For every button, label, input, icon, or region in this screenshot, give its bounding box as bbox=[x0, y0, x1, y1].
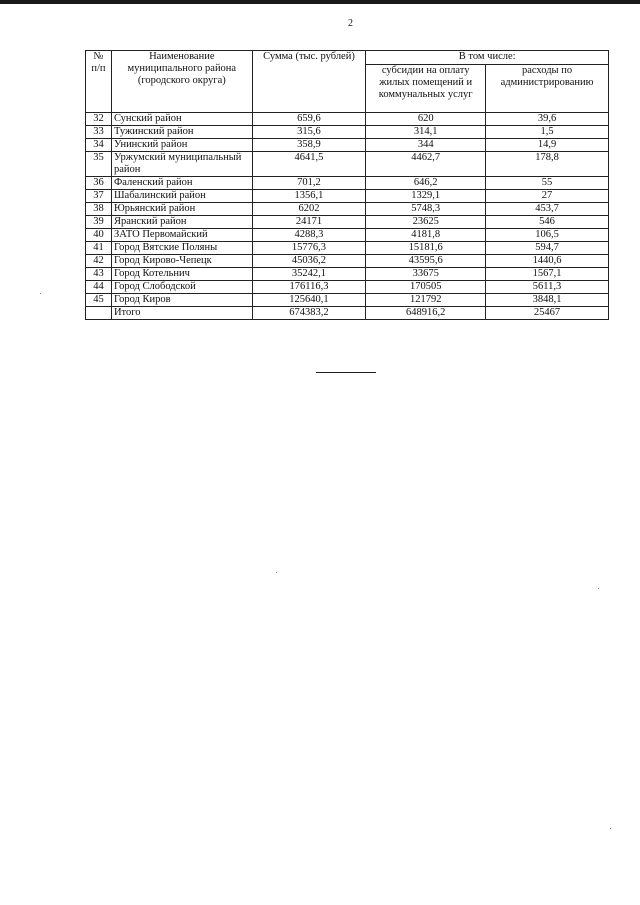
table-row bbox=[86, 203, 609, 216]
table-row bbox=[86, 229, 609, 242]
cell-admin: 1567,1 bbox=[486, 268, 609, 281]
cell-num: 45 bbox=[86, 294, 112, 307]
cell-subsidies: 1329,1 bbox=[366, 190, 486, 203]
cell-admin: 55 bbox=[486, 177, 609, 190]
cell-subsidies: 344 bbox=[366, 139, 486, 152]
cell-name: Уржумский муниципальный район bbox=[111, 152, 252, 177]
cell-admin: 594,7 bbox=[486, 242, 609, 255]
table-row bbox=[86, 268, 609, 281]
cell-subsidies: 43595,6 bbox=[366, 255, 486, 268]
total-row bbox=[86, 307, 609, 320]
cell-subsidies: 314,1 bbox=[366, 126, 486, 139]
cell-num: 34 bbox=[86, 139, 112, 152]
cell-name: Юрьянский район bbox=[111, 203, 252, 216]
budget-table bbox=[85, 50, 609, 320]
total-sum: 674383,2 bbox=[252, 307, 366, 320]
cell-admin: 14,9 bbox=[486, 139, 609, 152]
page-number: 2 bbox=[348, 18, 353, 29]
total-label: Итого bbox=[111, 307, 252, 320]
cell-sum: 15776,3 bbox=[252, 242, 366, 255]
header-subsidies: субсидии на оплату жилых помещений и коммунальных услуг bbox=[366, 65, 486, 113]
cell-subsidies: 4181,8 bbox=[366, 229, 486, 242]
cell-sum: 315,6 bbox=[252, 126, 366, 139]
cell-num: 39 bbox=[86, 216, 112, 229]
cell-sum: 4288,3 bbox=[252, 229, 366, 242]
cell-sum: 45036,2 bbox=[252, 255, 366, 268]
cell-subsidies: 170505 bbox=[366, 281, 486, 294]
cell-admin: 27 bbox=[486, 190, 609, 203]
cell-subsidies: 121792 bbox=[366, 294, 486, 307]
cell-admin: 106,5 bbox=[486, 229, 609, 242]
cell-name: Тужинский район bbox=[111, 126, 252, 139]
cell-num: 41 bbox=[86, 242, 112, 255]
cell-sum: 176116,3 bbox=[252, 281, 366, 294]
cell-name: Сунский район bbox=[111, 113, 252, 126]
cell-subsidies: 23625 bbox=[366, 216, 486, 229]
cell-name: Город Вятские Поляны bbox=[111, 242, 252, 255]
cell-name: ЗАТО Первомайский bbox=[111, 229, 252, 242]
cell-subsidies: 5748,3 bbox=[366, 203, 486, 216]
cell-num: 33 bbox=[86, 126, 112, 139]
cell-num: 42 bbox=[86, 255, 112, 268]
table-row bbox=[86, 281, 609, 294]
header-admin: расходы по администрированию bbox=[486, 65, 609, 113]
table-row bbox=[86, 177, 609, 190]
cell-num: 40 bbox=[86, 229, 112, 242]
header-num: № п/п bbox=[86, 51, 112, 113]
total-subsidies: 648916,2 bbox=[366, 307, 486, 320]
cell-admin: 5611,3 bbox=[486, 281, 609, 294]
cell-admin: 178,8 bbox=[486, 152, 609, 177]
header-name: Наименование муниципального района (городского округа) bbox=[111, 51, 252, 113]
cell-sum: 35242,1 bbox=[252, 268, 366, 281]
cell-name: Город Кирово-Чепецк bbox=[111, 255, 252, 268]
cell-subsidies: 620 bbox=[366, 113, 486, 126]
cell-subsidies: 15181,6 bbox=[366, 242, 486, 255]
cell-subsidies: 646,2 bbox=[366, 177, 486, 190]
closing-separator-line bbox=[316, 372, 376, 373]
cell-name: Город Котельнич bbox=[111, 268, 252, 281]
header-group: В том числе: bbox=[366, 51, 609, 65]
table-row bbox=[86, 216, 609, 229]
cell-name: Фаленский район bbox=[111, 177, 252, 190]
cell-num: 37 bbox=[86, 190, 112, 203]
table-row bbox=[86, 242, 609, 255]
cell-sum: 701,2 bbox=[252, 177, 366, 190]
cell-sum: 659,6 bbox=[252, 113, 366, 126]
table-row bbox=[86, 190, 609, 203]
cell-sum: 358,9 bbox=[252, 139, 366, 152]
scan-speck bbox=[598, 588, 599, 589]
cell-admin: 453,7 bbox=[486, 203, 609, 216]
cell-admin: 1,5 bbox=[486, 126, 609, 139]
table-row bbox=[86, 126, 609, 139]
cell-name: Яранский район bbox=[111, 216, 252, 229]
cell-subsidies: 33675 bbox=[366, 268, 486, 281]
cell-admin: 546 bbox=[486, 216, 609, 229]
cell-sum: 1356,1 bbox=[252, 190, 366, 203]
cell-sum: 6202 bbox=[252, 203, 366, 216]
cell-sum: 125640,1 bbox=[252, 294, 366, 307]
cell-admin: 1440,6 bbox=[486, 255, 609, 268]
scan-speck bbox=[610, 828, 611, 829]
table-row bbox=[86, 113, 609, 126]
scan-speck bbox=[276, 572, 277, 573]
cell-num: 35 bbox=[86, 152, 112, 177]
total-num-cell bbox=[86, 307, 112, 320]
top-border-rule bbox=[0, 0, 640, 4]
cell-subsidies: 4462,7 bbox=[366, 152, 486, 177]
cell-num: 36 bbox=[86, 177, 112, 190]
table-row bbox=[86, 152, 609, 177]
table-row bbox=[86, 255, 609, 268]
cell-sum: 24171 bbox=[252, 216, 366, 229]
cell-name: Унинский район bbox=[111, 139, 252, 152]
scan-speck bbox=[40, 293, 41, 294]
table-row bbox=[86, 139, 609, 152]
cell-num: 38 bbox=[86, 203, 112, 216]
total-admin: 25467 bbox=[486, 307, 609, 320]
cell-admin: 39,6 bbox=[486, 113, 609, 126]
cell-admin: 3848,1 bbox=[486, 294, 609, 307]
cell-num: 32 bbox=[86, 113, 112, 126]
cell-name: Город Слободской bbox=[111, 281, 252, 294]
cell-num: 44 bbox=[86, 281, 112, 294]
cell-name: Шабалинский район bbox=[111, 190, 252, 203]
header-sum: Сумма (тыс. рублей) bbox=[252, 51, 366, 113]
table-row bbox=[86, 294, 609, 307]
cell-sum: 4641,5 bbox=[252, 152, 366, 177]
cell-num: 43 bbox=[86, 268, 112, 281]
cell-name: Город Киров bbox=[111, 294, 252, 307]
